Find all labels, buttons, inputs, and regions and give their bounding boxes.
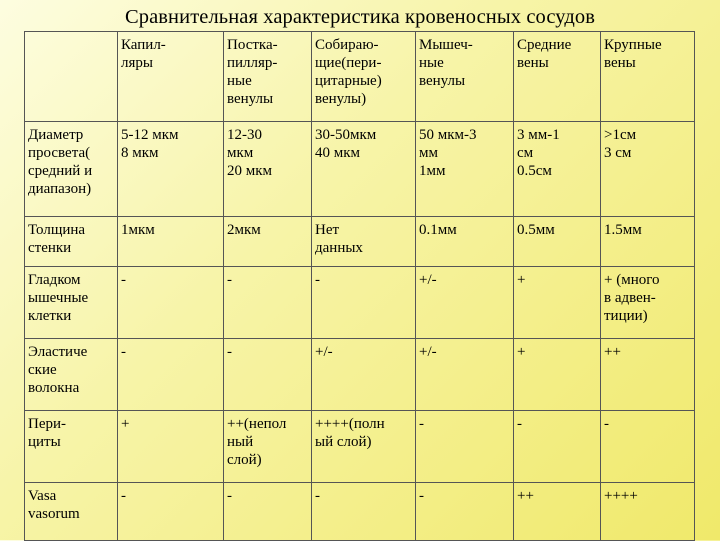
table-row-diameter bbox=[25, 122, 695, 217]
header-row bbox=[25, 32, 695, 122]
table-row-pericytes bbox=[25, 411, 695, 483]
header-cell-large-veins: Крупные вены bbox=[601, 32, 695, 122]
table-cell: 3 мм-1 см 0.5см bbox=[514, 122, 601, 217]
table-row-vasa-vasorum bbox=[25, 483, 695, 541]
table-cell: + bbox=[118, 411, 224, 483]
header-cell-medium-veins: Средние вены bbox=[514, 32, 601, 122]
table-row-elastic-fibers bbox=[25, 339, 695, 411]
header-cell-postcapillary-venules: Постка- пилляр- ные венулы bbox=[224, 32, 312, 122]
comparison-table-container bbox=[24, 31, 694, 540]
table-cell: - bbox=[601, 411, 695, 483]
table-cell: - bbox=[118, 483, 224, 541]
table-row-smooth-muscle bbox=[25, 267, 695, 339]
table-cell: Нет данных bbox=[312, 217, 416, 267]
row-label: Пери- циты bbox=[25, 411, 118, 483]
table-cell: >1см 3 см bbox=[601, 122, 695, 217]
table-cell: - bbox=[118, 267, 224, 339]
table-cell: - bbox=[514, 411, 601, 483]
header-cell-empty bbox=[25, 32, 118, 122]
row-label: Толщина стенки bbox=[25, 217, 118, 267]
table-cell: 0.1мм bbox=[416, 217, 514, 267]
table-cell: - bbox=[416, 483, 514, 541]
table-cell: - bbox=[224, 483, 312, 541]
table-cell: +/- bbox=[416, 267, 514, 339]
row-label: Эластиче ские волокна bbox=[25, 339, 118, 411]
table-cell: + bbox=[514, 339, 601, 411]
table-cell: ++(непол ный слой) bbox=[224, 411, 312, 483]
table-cell: 0.5мм bbox=[514, 217, 601, 267]
table-cell: ++++(полн ый слой) bbox=[312, 411, 416, 483]
table-cell: 1мкм bbox=[118, 217, 224, 267]
table-cell: 5-12 мкм 8 мкм bbox=[118, 122, 224, 217]
header-cell-capillaries: Капил- ляры bbox=[118, 32, 224, 122]
table-cell: 30-50мкм 40 мкм bbox=[312, 122, 416, 217]
table-cell: +/- bbox=[312, 339, 416, 411]
table-cell: 2мкм bbox=[224, 217, 312, 267]
header-cell-muscular-venules: Мышеч- ные венулы bbox=[416, 32, 514, 122]
row-label: Гладком ышечные клетки bbox=[25, 267, 118, 339]
table-cell: ++++ bbox=[601, 483, 695, 541]
table-cell: - bbox=[224, 267, 312, 339]
table-cell: ++ bbox=[514, 483, 601, 541]
table-cell: ++ bbox=[601, 339, 695, 411]
row-label: Vasa vasorum bbox=[25, 483, 118, 541]
table-cell: 1.5мм bbox=[601, 217, 695, 267]
table-cell: 12-30 мкм 20 мкм bbox=[224, 122, 312, 217]
table-cell: + (много в адвен- тиции) bbox=[601, 267, 695, 339]
table-cell: - bbox=[118, 339, 224, 411]
comparison-table bbox=[24, 31, 695, 541]
table-cell: - bbox=[416, 411, 514, 483]
table-row-wall-thickness bbox=[25, 217, 695, 267]
page-title: Сравнительная характеристика кровеносных сосудов bbox=[124, 6, 596, 28]
table-cell: 50 мкм-3 мм 1мм bbox=[416, 122, 514, 217]
table-cell: + bbox=[514, 267, 601, 339]
table-cell: - bbox=[224, 339, 312, 411]
table-cell: - bbox=[312, 267, 416, 339]
row-label: Диаметр просвета( средний и диапазон) bbox=[25, 122, 118, 217]
header-cell-collecting-venules: Собираю- щие(пери- цитарные) венулы) bbox=[312, 32, 416, 122]
table-cell: - bbox=[312, 483, 416, 541]
table-cell: +/- bbox=[416, 339, 514, 411]
